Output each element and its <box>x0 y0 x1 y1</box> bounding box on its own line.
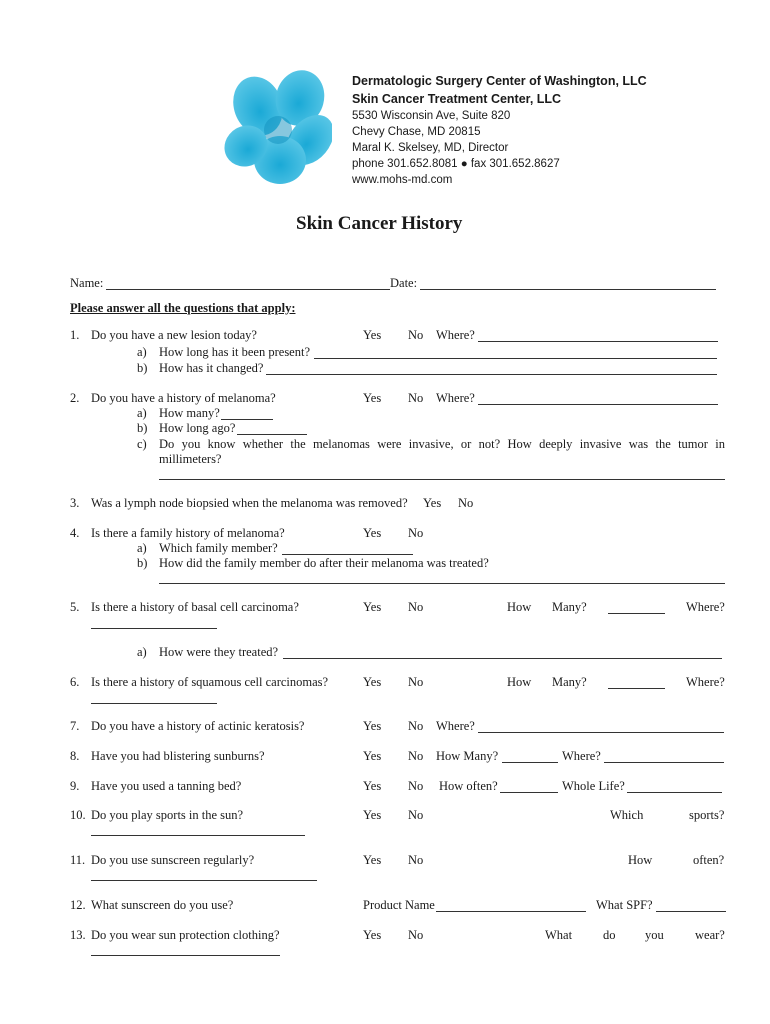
q11-yes[interactable]: Yes <box>363 853 382 867</box>
q9-no[interactable]: No <box>408 779 424 793</box>
q5-text: Is there a history of basal cell carcinoma? <box>91 600 299 614</box>
date-field[interactable] <box>420 289 716 290</box>
q9-wholelife-label: Whole Life? <box>562 779 625 793</box>
website: www.mohs-md.com <box>352 174 453 186</box>
q6-text: Is there a history of squamous cell carcinomas? <box>91 675 329 689</box>
q7-text: Do you have a history of actinic keratosis? <box>91 719 305 733</box>
director: Maral K. Skelsey, MD, Director <box>352 142 509 154</box>
q10-which: Which <box>610 808 644 822</box>
q2-where-label: Where? <box>436 391 475 405</box>
q2b-letter: b) <box>137 421 148 435</box>
q8-number: 8. <box>70 749 80 763</box>
phone-fax: phone 301.652.8081 ● fax 301.652.8627 <box>352 158 560 170</box>
q2b-field[interactable] <box>237 434 307 435</box>
q2-text: Do you have a history of melanoma? <box>91 391 276 405</box>
q12-product-field[interactable] <box>436 911 586 912</box>
q3-text: Was a lymph node biopsied when the melanoma was removed? <box>91 496 408 510</box>
q12-spf-label: What SPF? <box>596 898 653 912</box>
q2-yes[interactable]: Yes <box>363 391 382 405</box>
q8-howmany-field[interactable] <box>502 762 558 763</box>
q13-word-do: do <box>603 928 616 942</box>
q5-many: Many? <box>552 600 587 614</box>
q9-number: 9. <box>70 779 80 793</box>
q5a-field[interactable] <box>283 658 722 659</box>
q13-no[interactable]: No <box>408 928 424 942</box>
q11-text: Do you use sunscreen regularly? <box>91 853 255 867</box>
q2c-text: Do you know whether the melanomas were invasive, or not? How deeply invasive was the tumor in <box>159 437 725 451</box>
q4b-letter: b) <box>137 556 148 570</box>
q6-no[interactable]: No <box>408 675 424 689</box>
q2-no[interactable]: No <box>408 391 424 405</box>
q1a-field[interactable] <box>314 358 717 359</box>
q2-where-field[interactable] <box>478 404 718 405</box>
q6-where-field[interactable] <box>91 703 217 704</box>
q7-number: 7. <box>70 719 80 733</box>
q1a-text: How long has it been present? <box>159 345 311 359</box>
q10-no[interactable]: No <box>408 808 424 822</box>
q7-where-field[interactable] <box>478 732 724 733</box>
q11-no[interactable]: No <box>408 853 424 867</box>
q4a-letter: a) <box>137 541 147 555</box>
q1-where-field[interactable] <box>478 341 718 342</box>
q3-number: 3. <box>70 496 80 510</box>
q10-sports: sports? <box>689 808 725 822</box>
q4a-text: Which family member? <box>159 541 278 555</box>
q7-yes[interactable]: Yes <box>363 719 382 733</box>
q1b-letter: b) <box>137 361 148 375</box>
q6-yes[interactable]: Yes <box>363 675 382 689</box>
q13-word-wear: wear? <box>695 928 725 942</box>
q7-no[interactable]: No <box>408 719 424 733</box>
q2c-text-cont: millimeters? <box>159 452 222 466</box>
q13-number: 13. <box>70 928 86 942</box>
org-name-1: Dermatologic Surgery Center of Washington, LLC <box>352 74 647 88</box>
address-line-2: Chevy Chase, MD 20815 <box>352 126 481 138</box>
q13-word-you: you <box>645 928 664 942</box>
q12-number: 12. <box>70 898 86 912</box>
q3-yes[interactable]: Yes <box>423 496 442 510</box>
q5-number: 5. <box>70 600 80 614</box>
q12-product-label: Product Name <box>363 898 435 912</box>
q12-spf-field[interactable] <box>656 911 726 912</box>
instructions: Please answer all the questions that apply: <box>70 301 296 315</box>
q4-no[interactable]: No <box>408 526 424 540</box>
q4b-text: How did the family member do after their melanoma was treated? <box>159 556 489 570</box>
q8-yes[interactable]: Yes <box>363 749 382 763</box>
q5a-letter: a) <box>137 645 147 659</box>
q2c-field[interactable] <box>159 479 725 480</box>
q1-number: 1. <box>70 328 80 342</box>
date-label: Date: <box>390 276 418 290</box>
q3-no[interactable]: No <box>458 496 474 510</box>
q6-number: 6. <box>70 675 80 689</box>
q2a-letter: a) <box>137 406 147 420</box>
q2b-text: How long ago? <box>159 421 236 435</box>
q1a-letter: a) <box>137 345 147 359</box>
q6-how: How <box>507 675 532 689</box>
flower-logo <box>222 68 332 190</box>
q1-no[interactable]: No <box>408 328 424 342</box>
q13-yes[interactable]: Yes <box>363 928 382 942</box>
q11-number: 11. <box>70 853 86 867</box>
q6-many-field[interactable] <box>608 688 665 689</box>
q13-field[interactable] <box>91 955 280 956</box>
q8-no[interactable]: No <box>408 749 424 763</box>
q5-no[interactable]: No <box>408 600 424 614</box>
q5-where-label: Where? <box>686 600 725 614</box>
q2c-letter: c) <box>137 437 147 451</box>
q4a-field[interactable] <box>282 554 413 555</box>
q8-howmany-label: How Many? <box>436 749 499 763</box>
q4b-field[interactable] <box>159 583 725 584</box>
q1b-field[interactable] <box>266 374 717 375</box>
q6-many: Many? <box>552 675 587 689</box>
q8-text: Have you had blistering sunburns? <box>91 749 265 763</box>
q1b-text: How has it changed? <box>159 361 264 375</box>
q10-field[interactable] <box>91 835 305 836</box>
q11-how: How <box>628 853 653 867</box>
q5-many-field[interactable] <box>608 613 665 614</box>
q7-where-label: Where? <box>436 719 475 733</box>
q5-where-field[interactable] <box>91 628 217 629</box>
q2a-field[interactable] <box>221 419 273 420</box>
q13-text: Do you wear sun protection clothing? <box>91 928 280 942</box>
q2a-text: How many? <box>159 406 220 420</box>
page-title: Skin Cancer History <box>296 213 463 234</box>
name-field[interactable] <box>106 289 390 290</box>
q1-where-label: Where? <box>436 328 475 342</box>
q8-where-field[interactable] <box>604 762 724 763</box>
q8-where-label: Where? <box>562 749 601 763</box>
q9-yes[interactable]: Yes <box>363 779 382 793</box>
q5-yes[interactable]: Yes <box>363 600 382 614</box>
q4-text: Is there a family history of melanoma? <box>91 526 285 540</box>
q1-text: Do you have a new lesion today? <box>91 328 257 342</box>
address-line-1: 5530 Wisconsin Ave, Suite 820 <box>352 110 511 122</box>
q5-how: How <box>507 600 532 614</box>
name-label: Name: <box>70 276 104 290</box>
q10-number: 10. <box>70 808 86 822</box>
q6-where-label: Where? <box>686 675 725 689</box>
q10-yes[interactable]: Yes <box>363 808 382 822</box>
q4-yes[interactable]: Yes <box>363 526 382 540</box>
q9-howoften-label: How often? <box>439 779 498 793</box>
q9-howoften-field[interactable] <box>500 792 558 793</box>
q9-text: Have you used a tanning bed? <box>91 779 242 793</box>
q11-often: often? <box>693 853 725 867</box>
q4-number: 4. <box>70 526 80 540</box>
q13-word-what: What <box>545 928 573 942</box>
q10-text: Do you play sports in the sun? <box>91 808 244 822</box>
q1-yes[interactable]: Yes <box>363 328 382 342</box>
q5a-text: How were they treated? <box>159 645 279 659</box>
q2-number: 2. <box>70 391 80 405</box>
q12-text: What sunscreen do you use? <box>91 898 234 912</box>
q9-wholelife-field[interactable] <box>627 792 722 793</box>
q11-field[interactable] <box>91 880 317 881</box>
org-name-2: Skin Cancer Treatment Center, LLC <box>352 92 562 106</box>
